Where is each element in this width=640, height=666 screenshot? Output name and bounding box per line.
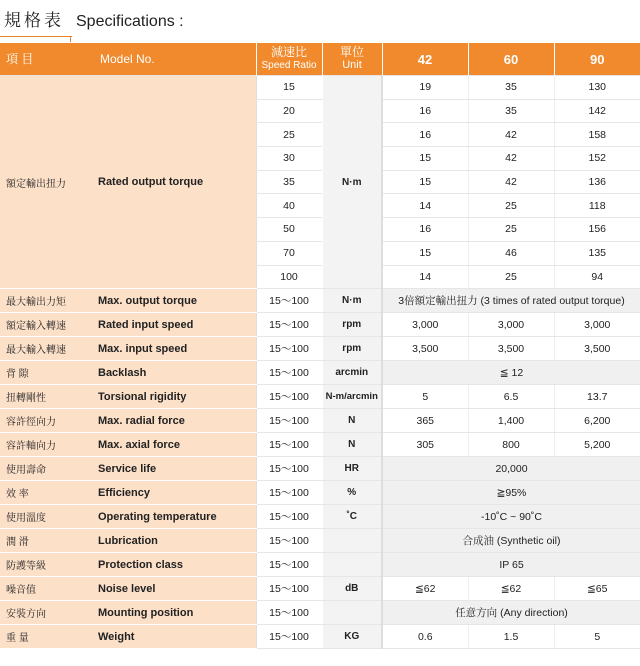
speed-ratio-cell: 15～100 (256, 409, 322, 433)
header-unit-zh: 單位 (339, 45, 364, 59)
param-en: Rated input speed (96, 313, 256, 337)
value-cell: 16 (382, 218, 468, 242)
value-cell: 42 (468, 170, 554, 194)
unit-cell (322, 601, 382, 625)
value-cell: 142 (554, 99, 640, 123)
value-span-cell: 任意方向 (Any direction) (382, 601, 640, 625)
value-cell: 3,000 (554, 313, 640, 337)
value-span-cell: 20,000 (382, 457, 640, 481)
value-cell: 6,200 (554, 409, 640, 433)
unit-cell: KG (322, 625, 382, 649)
header-model-60: 60 (468, 43, 554, 76)
value-cell: 1,400 (468, 409, 554, 433)
value-cell: 1.5 (468, 625, 554, 649)
speed-ratio-cell: 15～100 (256, 313, 322, 337)
value-cell: 3,000 (468, 313, 554, 337)
page-title (4, 6, 184, 32)
speed-ratio-cell: 15～100 (256, 625, 322, 649)
title-underline-tick (70, 36, 71, 42)
param-zh: 防護等級 (0, 553, 96, 577)
param-en: Weight (96, 625, 256, 649)
header-model-42: 42 (382, 43, 468, 76)
value-cell: 3,000 (382, 313, 468, 337)
value-cell: 5 (554, 625, 640, 649)
speed-ratio-cell: 15～100 (256, 577, 322, 601)
param-en: Max. radial force (96, 409, 256, 433)
speed-ratio-cell: 15～100 (256, 289, 322, 313)
value-cell: 156 (554, 218, 640, 242)
speed-ratio-cell: 25 (256, 123, 322, 147)
param-en: Max. output torque (96, 289, 256, 313)
param-en: Service life (96, 457, 256, 481)
unit-cell: ˚C (322, 505, 382, 529)
spec-row (0, 529, 640, 553)
param-zh: 潤 滑 (0, 529, 96, 553)
value-cell: 16 (382, 123, 468, 147)
value-cell: 25 (468, 218, 554, 242)
speed-ratio-cell: 15～100 (256, 505, 322, 529)
value-cell: 3,500 (468, 337, 554, 361)
value-cell: 5,200 (554, 433, 640, 457)
speed-ratio-cell: 50 (256, 218, 322, 242)
param-zh: 效 率 (0, 481, 96, 505)
header-model-90: 90 (554, 43, 640, 76)
value-cell: 25 (468, 194, 554, 218)
value-span-cell: 3倍額定輸出扭力 (3 times of rated output torque) (382, 289, 640, 313)
spec-row (0, 601, 640, 625)
value-cell: 3,500 (382, 337, 468, 361)
speed-ratio-cell: 20 (256, 99, 322, 123)
speed-ratio-cell: 15～100 (256, 361, 322, 385)
param-zh: 使用溫度 (0, 505, 96, 529)
unit-cell (322, 529, 382, 553)
spec-row (0, 361, 640, 385)
speed-ratio-cell: 15～100 (256, 385, 322, 409)
speed-ratio-cell: 30 (256, 147, 322, 171)
value-cell: 365 (382, 409, 468, 433)
param-en: Operating temperature (96, 505, 256, 529)
value-cell: 16 (382, 99, 468, 123)
unit-cell: rpm (322, 337, 382, 361)
value-cell: 6.5 (468, 385, 554, 409)
unit-cell: N-m/arcmin (322, 385, 382, 409)
spec-row (0, 553, 640, 577)
unit-cell: arcmin (322, 361, 382, 385)
unit-cell: N (322, 409, 382, 433)
value-cell: 15 (382, 147, 468, 171)
param-zh: 額定輸入轉速 (0, 313, 96, 337)
value-cell: 152 (554, 147, 640, 171)
value-span-cell: ≧95% (382, 481, 640, 505)
header-unit-en: Unit (342, 59, 362, 71)
header-ratio-zh: 減速比 (270, 45, 307, 59)
header-model: Model No. (100, 51, 155, 66)
value-cell: 135 (554, 241, 640, 265)
unit-cell (322, 553, 382, 577)
value-span-cell: IP 65 (382, 553, 640, 577)
value-span-cell: -10˚C ~ 90˚C (382, 505, 640, 529)
header-unit (322, 43, 382, 76)
unit-cell: rpm (322, 313, 382, 337)
value-cell: 13.7 (554, 385, 640, 409)
header-item-model (0, 43, 256, 76)
spec-row (0, 577, 640, 601)
value-cell: 14 (382, 265, 468, 289)
specifications-table (0, 43, 640, 649)
title-underline (0, 36, 72, 37)
value-cell: 305 (382, 433, 468, 457)
value-cell: 42 (468, 123, 554, 147)
param-en-rated-output-torque: Rated output torque (96, 76, 256, 289)
header-item: 項 目 (6, 51, 34, 66)
unit-cell: HR (322, 457, 382, 481)
param-zh: 容許軸向力 (0, 433, 96, 457)
value-cell: 130 (554, 76, 640, 100)
value-cell: 118 (554, 194, 640, 218)
speed-ratio-cell: 15～100 (256, 529, 322, 553)
value-cell: 800 (468, 433, 554, 457)
title-en: Specifications : (76, 13, 184, 30)
header-ratio (256, 43, 322, 76)
spec-row (0, 409, 640, 433)
param-zh: 安裝方向 (0, 601, 96, 625)
speed-ratio-cell: 70 (256, 241, 322, 265)
speed-ratio-cell: 15～100 (256, 553, 322, 577)
value-cell: ≦65 (554, 577, 640, 601)
value-span-cell: 合成油 (Synthetic oil) (382, 529, 640, 553)
value-cell: 3,500 (554, 337, 640, 361)
value-cell: 0.6 (382, 625, 468, 649)
param-en: Efficiency (96, 481, 256, 505)
param-en: Lubrication (96, 529, 256, 553)
param-zh: 噪音值 (0, 577, 96, 601)
value-cell: 14 (382, 194, 468, 218)
value-cell: 136 (554, 170, 640, 194)
param-en: Mounting position (96, 601, 256, 625)
value-cell: 94 (554, 265, 640, 289)
torque-row (0, 76, 640, 100)
unit-cell: dB (322, 577, 382, 601)
unit-cell: N·m (322, 289, 382, 313)
spec-row (0, 457, 640, 481)
speed-ratio-cell: 15 (256, 76, 322, 100)
speed-ratio-cell: 15～100 (256, 337, 322, 361)
value-cell: 35 (468, 76, 554, 100)
value-cell: 158 (554, 123, 640, 147)
param-en: Protection class (96, 553, 256, 577)
spec-row (0, 385, 640, 409)
param-zh: 重 量 (0, 625, 96, 649)
value-span-cell: ≦ 12 (382, 361, 640, 385)
param-zh: 最大輸出力矩 (0, 289, 96, 313)
spec-row (0, 505, 640, 529)
spec-row (0, 481, 640, 505)
value-cell: ≦62 (468, 577, 554, 601)
speed-ratio-cell: 15～100 (256, 601, 322, 625)
spec-row (0, 337, 640, 361)
value-cell: ≦62 (382, 577, 468, 601)
speed-ratio-cell: 15～100 (256, 481, 322, 505)
param-zh: 使用壽命 (0, 457, 96, 481)
spec-row (0, 289, 640, 313)
title-zh: 規格表 (4, 11, 64, 31)
speed-ratio-cell: 35 (256, 170, 322, 194)
speed-ratio-cell: 15～100 (256, 433, 322, 457)
unit-cell: N·m (322, 76, 382, 289)
speed-ratio-cell: 15～100 (256, 457, 322, 481)
unit-cell: % (322, 481, 382, 505)
value-cell: 42 (468, 147, 554, 171)
speed-ratio-cell: 100 (256, 265, 322, 289)
param-zh: 最大輸入轉速 (0, 337, 96, 361)
unit-cell: N (322, 433, 382, 457)
header-ratio-en: Speed Ratio (261, 60, 317, 71)
value-cell: 15 (382, 170, 468, 194)
value-cell: 35 (468, 99, 554, 123)
spec-row (0, 313, 640, 337)
value-cell: 5 (382, 385, 468, 409)
param-en: Noise level (96, 577, 256, 601)
param-zh: 背 隙 (0, 361, 96, 385)
spec-row (0, 625, 640, 649)
param-en: Max. axial force (96, 433, 256, 457)
value-cell: 19 (382, 76, 468, 100)
value-cell: 25 (468, 265, 554, 289)
param-zh-rated-output-torque: 額定輸出扭力 (0, 76, 96, 289)
value-cell: 15 (382, 241, 468, 265)
param-en: Max. input speed (96, 337, 256, 361)
spec-row (0, 433, 640, 457)
param-en: Backlash (96, 361, 256, 385)
param-zh: 容許徑向力 (0, 409, 96, 433)
speed-ratio-cell: 40 (256, 194, 322, 218)
param-en: Torsional rigidity (96, 385, 256, 409)
value-cell: 46 (468, 241, 554, 265)
param-zh: 扭轉剛性 (0, 385, 96, 409)
header-row (0, 43, 640, 76)
